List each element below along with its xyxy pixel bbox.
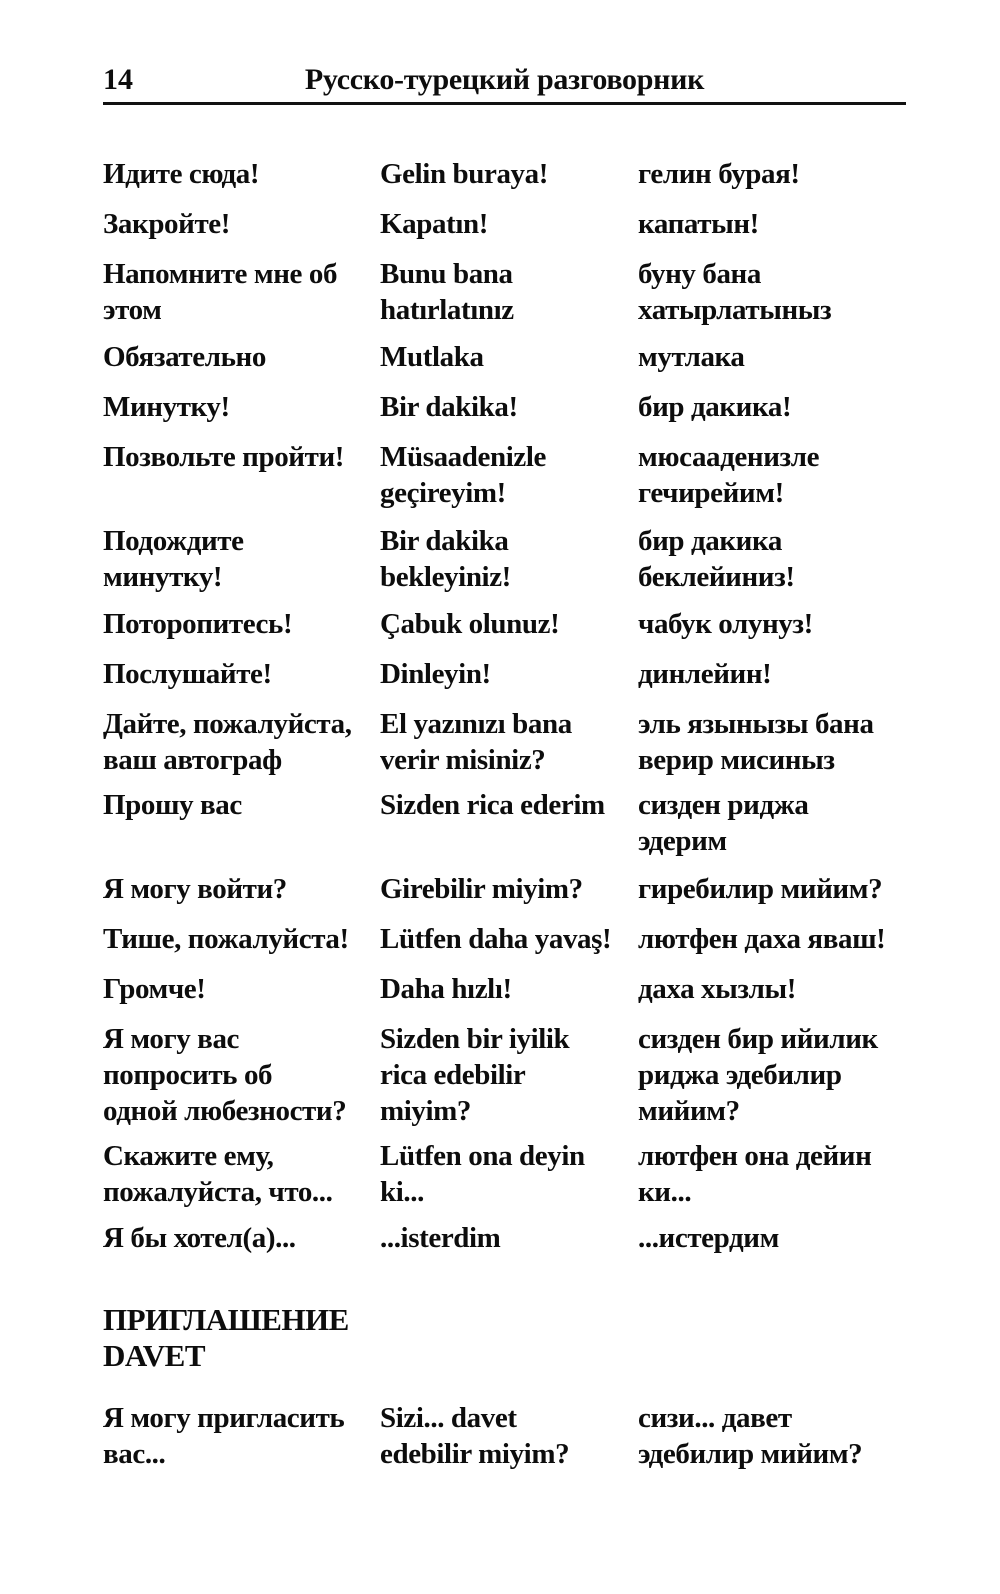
page-number: 14 — [103, 63, 133, 96]
phrase-row — [103, 256, 923, 328]
phrase-turkish: ...isterdim — [380, 1222, 501, 1254]
phrase-row — [103, 921, 923, 957]
phrase-pronunciation: гиребилир мийим? — [638, 873, 883, 905]
phrase-russian: Обязательно — [103, 341, 266, 373]
phrase-row — [103, 606, 923, 642]
phrase-pronunciation: сизден риджа эдерим — [638, 789, 809, 857]
phrase-row — [103, 1021, 923, 1129]
phrase-russian: Идите сюда! — [103, 158, 260, 190]
phrase-pronunciation: сизи... давет эдебилир мийим? — [638, 1402, 863, 1470]
phrase-row — [103, 656, 923, 692]
running-title: Русско-турецкий разговорник — [304, 63, 705, 96]
phrase-turkish: Müsaadenizle geçireyim! — [380, 441, 546, 509]
phrase-row — [103, 1400, 923, 1472]
phrase-turkish: Bir dakika bekleyiniz! — [380, 525, 511, 593]
phrase-russian: Напомните мне об этом — [103, 258, 338, 326]
phrase-turkish: Lütfen ona deyin ki... — [380, 1140, 585, 1208]
phrase-turkish: Sizi... davet edebilir miyim? — [380, 1402, 570, 1470]
phrase-row — [103, 971, 923, 1007]
phrase-row — [103, 339, 923, 375]
phrase-row — [103, 1220, 923, 1256]
phrase-pronunciation: буну бана хатырлатыныз — [638, 258, 832, 326]
phrase-russian: Я могу пригласить вас... — [103, 1402, 345, 1470]
phrase-row — [103, 871, 923, 907]
page-header — [103, 62, 906, 105]
phrase-russian: Поторопитесь! — [103, 608, 293, 640]
phrase-turkish: Daha hızlı! — [380, 973, 512, 1005]
phrase-row — [103, 389, 923, 425]
phrase-russian: Громче! — [103, 973, 206, 1005]
phrase-turkish: Bir dakika! — [380, 391, 518, 423]
invitation-phrase-table — [103, 1400, 923, 1472]
phrase-russian: Я могу вас попросить об одной любезности? — [103, 1023, 347, 1127]
phrase-pronunciation: бир дакика беклейиниз! — [638, 525, 795, 593]
phrase-row — [103, 439, 923, 511]
phrase-turkish: Gelin buraya! — [380, 158, 549, 190]
phrase-pronunciation: бир дакика! — [638, 391, 792, 423]
phrase-russian: Я бы хотел(а)... — [103, 1222, 296, 1254]
phrase-row — [103, 156, 923, 192]
phrase-turkish: Sizden bir iyilik rica edebilir miyim? — [380, 1023, 570, 1127]
phrase-row — [103, 1138, 923, 1210]
phrase-table — [103, 156, 923, 1256]
phrase-row — [103, 706, 923, 778]
phrase-russian: Тише, пожалуйста! — [103, 923, 349, 955]
phrase-russian: Я могу войти? — [103, 873, 287, 905]
phrase-russian: Минутку! — [103, 391, 230, 423]
phrase-russian: Закройте! — [103, 208, 231, 240]
phrase-pronunciation: гелин бурая! — [638, 158, 800, 190]
phrase-pronunciation: лютфен она дейин ки... — [638, 1140, 872, 1208]
phrase-pronunciation: мюсааденизле гечирейим! — [638, 441, 820, 509]
phrase-turkish: Girebilir miyim? — [380, 873, 583, 905]
phrase-russian: Дайте, пожалуйста, ваш автограф — [103, 708, 352, 776]
phrase-turkish: Sizden rica ederim — [380, 789, 605, 821]
phrase-pronunciation: динлейин! — [638, 658, 772, 690]
phrase-pronunciation: даха хызлы! — [638, 973, 797, 1005]
phrase-russian: Прошу вас — [103, 789, 242, 821]
phrase-pronunciation: эль язынызы бана верир мисиныз — [638, 708, 874, 776]
phrase-russian: Позвольте пройти! — [103, 441, 345, 473]
phrase-pronunciation: мутлака — [638, 341, 745, 373]
phrase-turkish: Kapatın! — [380, 208, 488, 240]
phrase-row — [103, 787, 923, 859]
phrase-row — [103, 523, 923, 595]
phrase-russian: Скажите ему, пожалуйста, что... — [103, 1140, 333, 1208]
phrase-turkish: Bunu bana hatırlatınız — [380, 258, 514, 326]
phrase-pronunciation: ...истердим — [638, 1222, 779, 1254]
phrase-turkish: Mutlaka — [380, 341, 484, 373]
phrase-russian: Послушайте! — [103, 658, 272, 690]
phrase-turkish: Dinleyin! — [380, 658, 491, 690]
section-title-russian: ПРИГЛАШЕНИЕ — [103, 1302, 349, 1337]
section-heading — [103, 1302, 349, 1374]
phrase-turkish: Lütfen daha yavaş! — [380, 923, 612, 955]
phrase-turkish: El yazınızı bana verir misiniz? — [380, 708, 572, 776]
phrase-row — [103, 206, 923, 242]
section-title-turkish: DAVET — [103, 1338, 206, 1373]
phrase-pronunciation: капатын! — [638, 208, 759, 240]
phrase-pronunciation: сизден бир ийилик риджа эдебилир мийим? — [638, 1023, 878, 1127]
phrase-turkish: Çabuk olunuz! — [380, 608, 560, 640]
phrase-pronunciation: чабук олунуз! — [638, 608, 813, 640]
phrase-pronunciation: лютфен даха яваш! — [638, 923, 886, 955]
phrase-russian: Подождите минутку! — [103, 525, 244, 593]
